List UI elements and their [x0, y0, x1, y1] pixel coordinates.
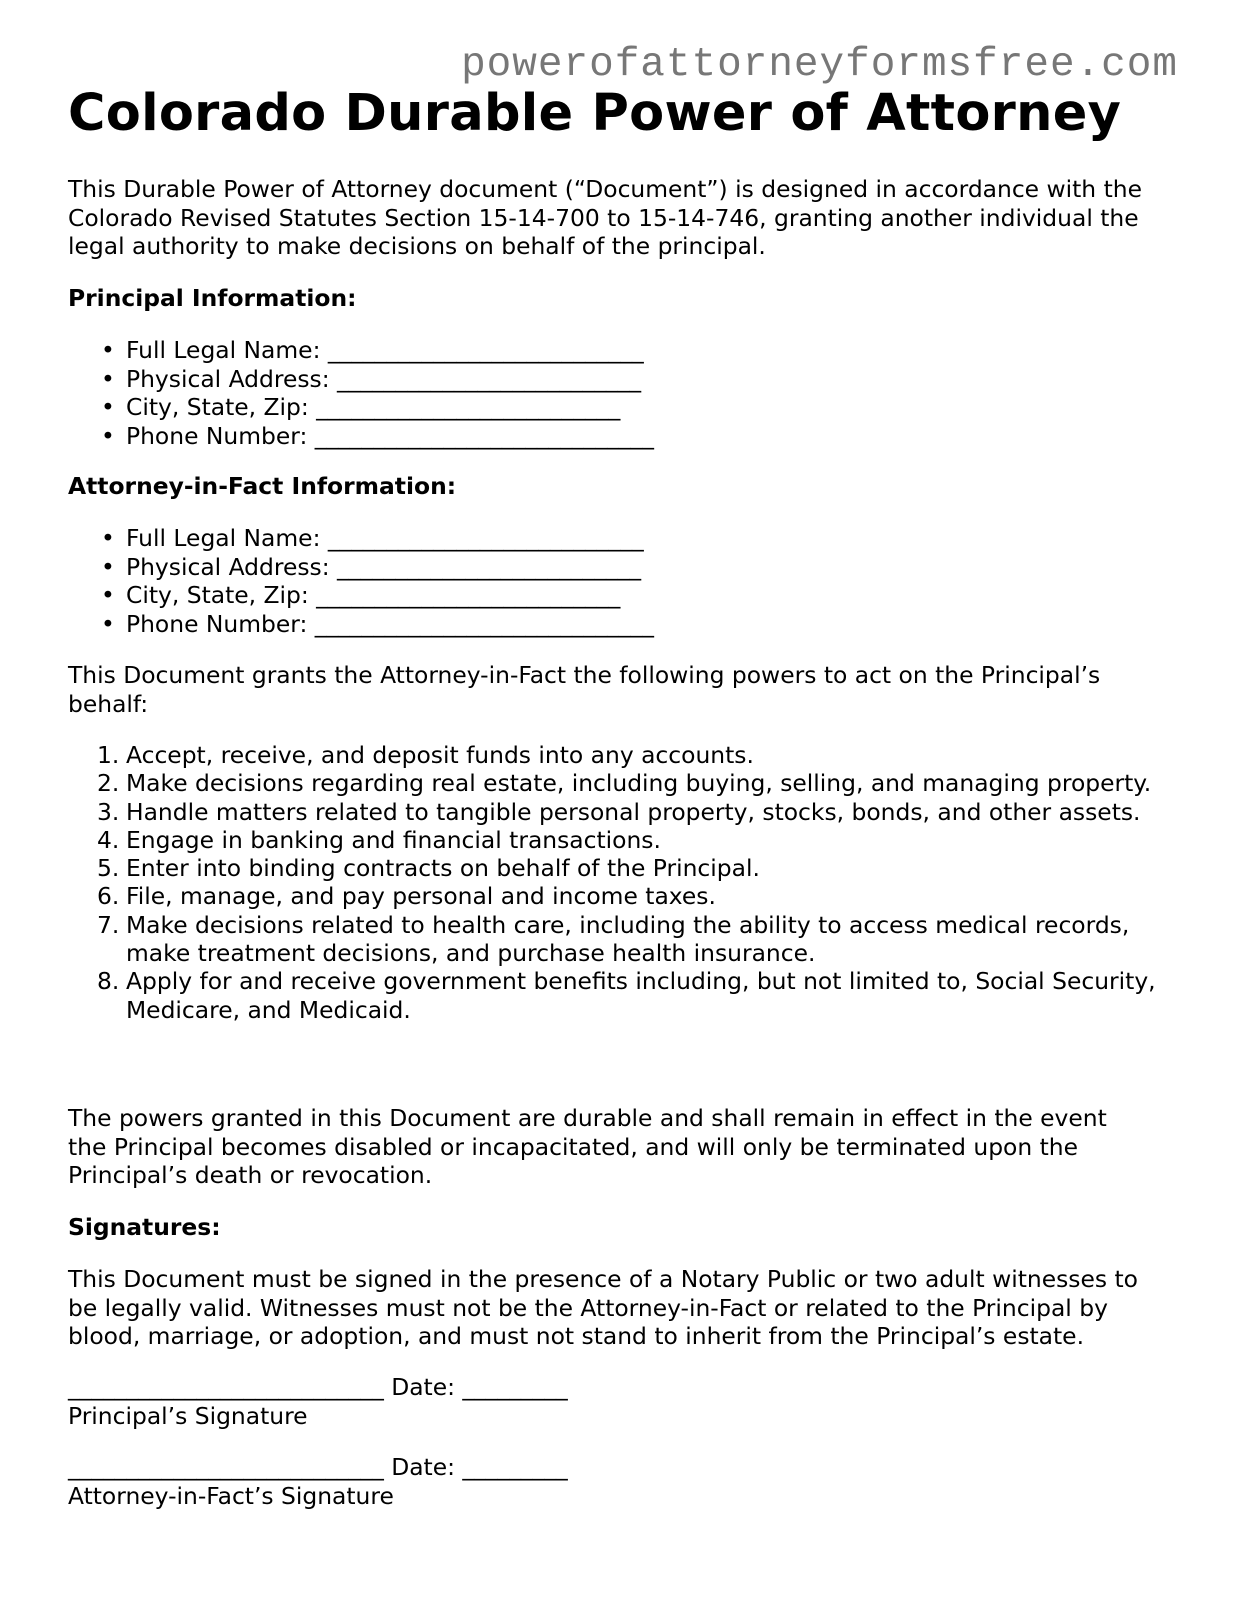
signatures-heading: Signatures:	[68, 1213, 221, 1241]
site-watermark: powerofattorneyformsfree.com	[461, 42, 1178, 88]
power-item	[97, 967, 1186, 1024]
power-number: 4.	[97, 825, 120, 854]
attorney-info-list	[68, 524, 654, 638]
principal-info-list	[68, 336, 654, 450]
principal-city-state-zip-field: • City, State, Zip: __________________________	[126, 393, 654, 422]
power-text: Accept, receive, and deposit funds into any accounts.	[126, 741, 754, 769]
attorney-address-field: • Physical Address: __________________________	[126, 553, 654, 582]
power-item	[97, 910, 1186, 968]
attorney-signature-block	[68, 1453, 568, 1510]
durability-paragraph: The powers granted in this Document are durable and shall remain in effect in the event the Principal becomes disabled or incapacitated, and will only be terminated upon the Principal’s death or revocation.	[68, 1104, 1107, 1190]
principal-signature-line: ___________________________ Date: _________	[68, 1373, 568, 1401]
power-number: 8.	[97, 967, 120, 996]
powers-list	[68, 741, 1186, 1024]
power-text: Apply for and receive government benefits including, but not limited to, Social Security, Medicare, and Medicaid.	[126, 967, 1156, 1024]
power-number: 2.	[97, 769, 120, 798]
attorney-phone-field: • Phone Number: _____________________________	[126, 610, 654, 639]
power-text: Make decisions related to health care, including the ability to access medical records, make treatment decisions, and purchase health insurance.	[126, 910, 1130, 968]
power-text: Engage in banking and financial transactions.	[126, 825, 661, 854]
power-number: 3.	[97, 797, 120, 826]
power-item	[97, 825, 1186, 854]
principal-signature-block	[68, 1373, 568, 1430]
power-text: Make decisions regarding real estate, including buying, selling, and managing property.	[126, 769, 1152, 798]
document-title: Colorado Durable Power of Attorney	[68, 84, 1122, 143]
power-item	[97, 769, 1186, 798]
power-item	[97, 882, 1186, 911]
power-item	[97, 854, 1186, 883]
power-number: 6.	[97, 882, 120, 911]
intro-paragraph: This Durable Power of Attorney document (“Document”) is designed in accordance with the Colorado Revised Statutes Section 15-14-700 to 15-14-746, granting another individual the legal authority to make decisions on behalf of the principal.	[68, 175, 1142, 261]
power-text: Enter into binding contracts on behalf of the Principal.	[126, 854, 760, 883]
attorney-signature-line: ___________________________ Date: _________	[68, 1453, 568, 1481]
power-text: File, manage, and pay personal and income taxes.	[126, 882, 716, 911]
principal-signature-label: Principal’s Signature	[68, 1401, 308, 1430]
power-number: 1.	[97, 741, 120, 769]
principal-info-heading: Principal Information:	[68, 284, 357, 312]
power-number: 7.	[97, 910, 120, 939]
signatures-intro-paragraph: This Document must be signed in the presence of a Notary Public or two adult witnesses to be legally valid. Witnesses must not be the Attorney-in-Fact or related to the Principal by blood, marriage, or adoption, and must not stand to inherit from the Principal’s estate.	[68, 1265, 1138, 1351]
powers-intro-paragraph: This Document grants the Attorney-in-Fact the following powers to act on the Principal’s behalf:	[68, 661, 1101, 718]
attorney-full-name-field: • Full Legal Name: ___________________________	[126, 524, 654, 553]
attorney-info-heading: Attorney-in-Fact Information:	[68, 472, 457, 500]
power-item	[97, 741, 1186, 769]
attorney-city-state-zip-field: • City, State, Zip: __________________________	[126, 581, 654, 610]
principal-address-field: • Physical Address: __________________________	[126, 365, 654, 394]
principal-full-name-field: • Full Legal Name: ___________________________	[126, 336, 654, 365]
power-number: 5.	[97, 854, 120, 883]
attorney-signature-label: Attorney-in-Fact’s Signature	[68, 1481, 394, 1510]
power-item	[97, 797, 1186, 826]
power-text: Handle matters related to tangible personal property, stocks, bonds, and other assets.	[126, 797, 1141, 826]
principal-phone-field: • Phone Number: _____________________________	[126, 422, 654, 451]
